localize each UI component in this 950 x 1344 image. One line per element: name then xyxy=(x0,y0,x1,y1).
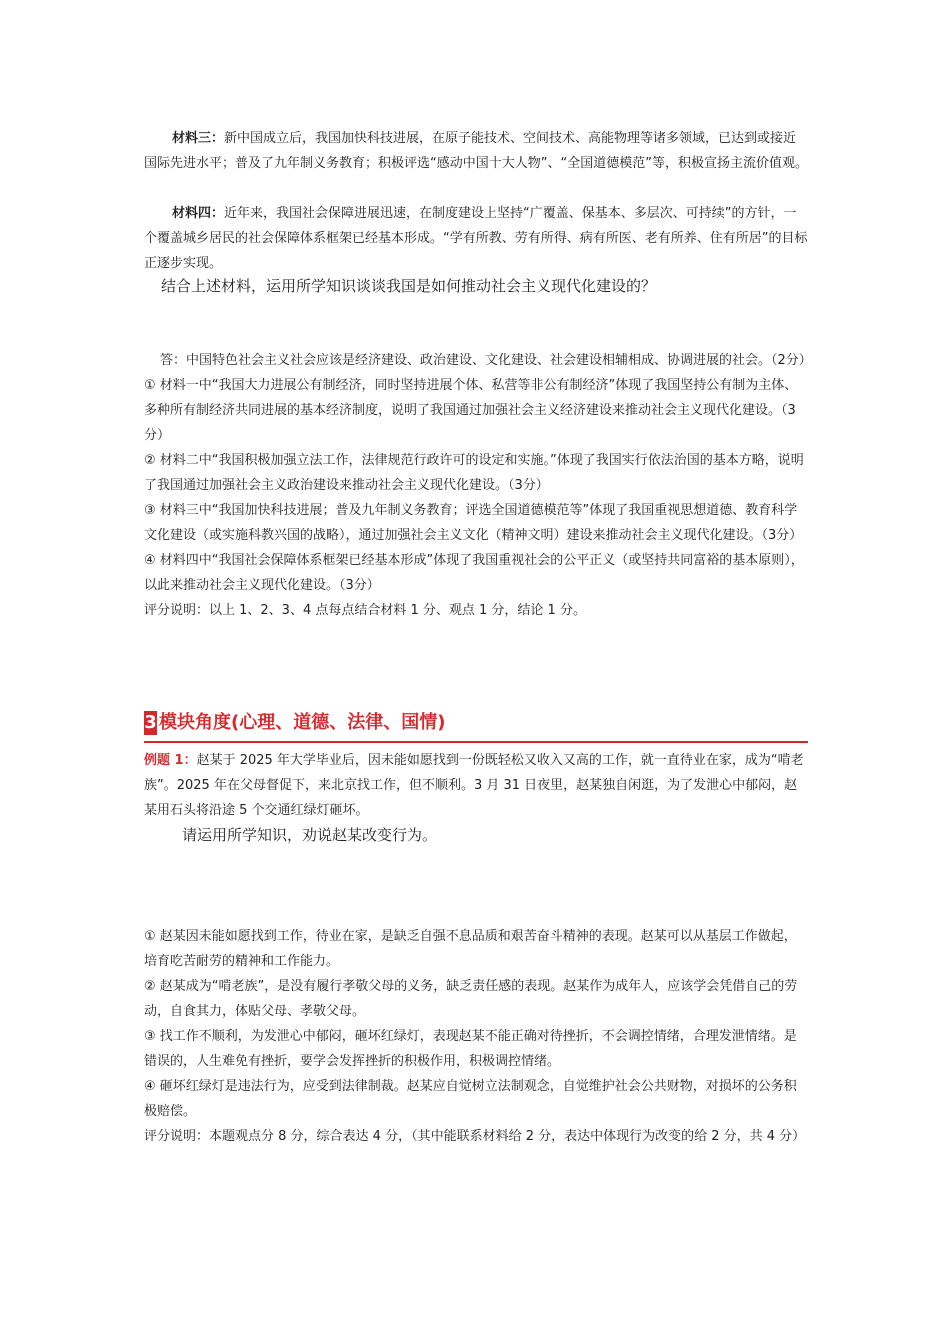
section-number: 3 xyxy=(144,712,157,733)
answer-2-point-4: ④ 砸坏红绿灯是违法行为，应受到法律制裁。赵某应自觉树立法制观念，自觉维护社会公共财物，对损坏的公务积极赔偿。 xyxy=(144,1079,797,1119)
answer-2-scoring: 评分说明：本题观点分 8 分，综合表达 4 分，（其中能联系材料给 2 分，表达中体现行为改变的给 2 分，共 4 分） xyxy=(144,1129,806,1144)
question-1-text: 结合上述材料，运用所学知识谈谈我国是如何推动社会主义现代化建设的？ xyxy=(161,277,657,295)
section-heading xyxy=(144,709,808,743)
answer-1-point-4: ④ 材料四中“我国社会保障体系框架已经基本形成”体现了我国重视社会的公平正义（或坚持共同富裕的基本原则），以此来推动社会主义现代化建设。（3分） xyxy=(144,553,804,593)
material-3-text: 新中国成立后，我国加快科技进展，在原子能技术、空间技术、高能物理等诸多领域，已达到或接近国际先进水平；普及了九年制义务教育；积极评选“感动中国十大人物”、“全国道德模范”等，积极宣扬主流价值观。 xyxy=(144,131,808,171)
example-1-label: 例题 1： xyxy=(144,753,197,768)
material-3-label: 材料三： xyxy=(172,131,225,146)
answer-1-scoring: 评分说明：以上 1、2、3、4 点每点结合材料 1 分、观点 1 分，结论 1 分。 xyxy=(144,603,586,618)
answer-1-point-1: ① 材料一中“我国大力进展公有制经济，同时坚持进展个体、私营等非公有制经济”体现了我国坚持公有制为主体、多种所有制经济共同进展的基本经济制度，说明了我国通过加强社会主义经济建设来推动社会主义现代化建设。（3分） xyxy=(144,378,798,443)
material-4-label: 材料四： xyxy=(172,206,225,221)
example-1-text: 赵某于 2025 年大学毕业后，因未能如愿找到一份既轻松又收入又高的工作，就一直待业在家，成为“啃老族”。2025 年在父母督促下，来北京找工作，但不顺利。3 月 31 日夜里，赵某独自闲逛，为了发泄心中郁闷，赵某用石头将沿途 5 个交通红绿灯砸坏。 xyxy=(144,753,804,818)
answer-2-point-1: ① 赵某因未能如愿找到工作，待业在家，是缺乏自强不息品质和艰苦奋斗精神的表现。赵某可以从基层工作做起，培育吃苦耐劳的精神和工作能力。 xyxy=(144,929,797,969)
answer-2-point-3: ③ 找工作不顺利，为发泄心中郁闷，砸坏红绿灯，表现赵某不能正确对待挫折，不会调控情绪，合理发泄情绪。是错误的，人生难免有挫折，要学会发挥挫折的积极作用，积极调控情绪。 xyxy=(144,1029,797,1069)
material-3 xyxy=(144,126,808,176)
question-1 xyxy=(144,274,808,299)
example-1 xyxy=(144,748,808,848)
material-4-text: 近年来，我国社会保障进展迅速，在制度建设上坚持“广覆盖、保基本、多层次、可持续”的方针，一个覆盖城乡居民的社会保障体系框架已经基本形成。“学有所教、劳有所得、病有所医、老有所养、住有所居”的目标正逐步实现。 xyxy=(144,206,808,271)
answer-2-point-2: ② 赵某成为“啃老族”，是没有履行孝敬父母的义务，缺乏责任感的表现。赵某作为成年人，应该学会凭借自己的劳动，自食其力，体贴父母、孝敬父母。 xyxy=(144,979,798,1019)
answer-1-intro: 答：中国特色社会主义社会应该是经济建设、政治建设、文化建设、社会建设相辅相成、协调进展的社会。（2分） xyxy=(160,353,812,368)
section-title: 模块角度(心理、道德、法律、国情) xyxy=(159,712,446,733)
answer-1-point-3: ③ 材料三中“我国加快科技进展；普及九年制义务教育；评选全国道德模范等”体现了我国重视思想道德、教育科学文化建设（或实施科教兴国的战略），通过加强社会主义文化（精神文明）建设来推动社会主义现代化建设。（3分） xyxy=(144,503,803,543)
answer-2 xyxy=(144,924,808,1149)
example-1-question: 请运用所学知识，劝说赵某改变行为。 xyxy=(182,826,438,844)
answer-1-point-2: ② 材料二中“我国积极加强立法工作，法律规范行政许可的设定和实施。”体现了我国实行依法治国的基本方略，说明了我国通过加强社会主义政治建设来推动社会主义现代化建设。（3分） xyxy=(144,453,804,493)
material-4 xyxy=(144,201,808,276)
answer-1 xyxy=(144,348,812,623)
